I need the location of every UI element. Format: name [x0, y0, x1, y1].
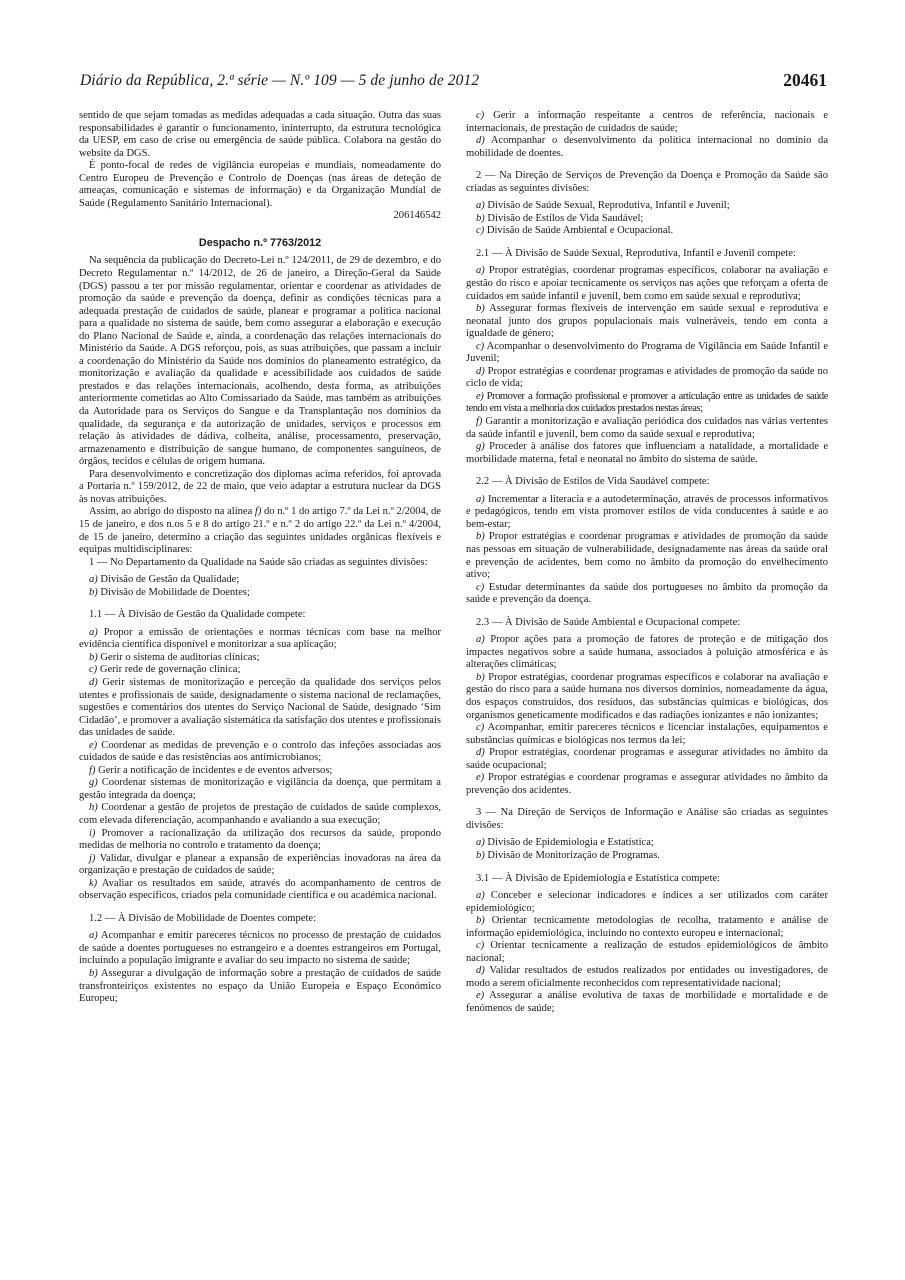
list-item: c) Divisão de Saúde Ambiental e Ocupacional.: [476, 225, 674, 237]
intro-paragraph: É ponto-focal de redes de vigilância europeias e mundiais, nomeadamente do Centro Europeu de Prevenção e Controlo de Doenças (nas áreas de deteção de ameaças, comunicação e sistemas de informação) e da Organização Mundial de Saúde (Regulamento Sanitário Internacional).: [79, 160, 441, 209]
list-item: a) Divisão de Saúde Sexual, Reprodutiva, Infantil e Juvenil;: [476, 200, 730, 212]
division-list: [466, 200, 828, 238]
body-paragraph: Na sequência da publicação do Decreto-Lei n.º 124/2011, de 29 de dezembro, e do Decreto Regulamentar n.º 14/2012, de 26 de janeiro, a Direção-Geral da Saúde (DGS) passou a ter por missão regulamentar, orientar e coordenar as atividades de promoção da saúde e prevenção da doença, definir as condições técnicas para a adequada prestação de cuidados de saúde, planear e programar a política nacional para a qualidade no sistema de saúde, bem como assegurar a elaboração e execução do Plano Nacional de Saúde e, ainda, a coordenação das relações internacionais do Ministério da Saúde. A DGS reforçou, pois, as suas atribuições, que passam a incluir a coordenação do Ministério da Saúde nos domínios do planeamento estratégico, da monitorização e avaliação da qualidade e acessibilidade aos cuidados de saúde prestados e das relações internacionais, acolhendo, desta forma, as atribuições anteriormente cometidas ao Alto Comissariado da Saúde, mas também as atribuições da Autoridade para os Serviços do Sangue e da Transplantação nos domínios da qualidade, da segurança e da autorização de unidades, serviços e processos em relação às atividades de dádiva, colheita, análise, processamento, preservação, armazenamento e distribuição de sangue humano, de componentes sanguíneos, de órgãos, tecidos e células de origem humana.: [79, 255, 441, 468]
section-heading: 2.2 — À Divisão de Estilos de Vida Saudável compete:: [476, 476, 710, 488]
competence-list: [79, 930, 441, 1005]
list-item: a) Incrementar a literacia e a autodeterminação, através de processos informativos e pedagógicos, tendo em vista promover estilos de vida conducentes à saúde e ao bem-estar;: [466, 493, 828, 530]
list-item: b) Assegurar formas flexíveis de intervenção em saúde sexual e reprodutiva e neonatal junto dos grupos populacionais mais vulneráveis, tendo em conta a igualdade de género;: [466, 303, 828, 340]
list-item: a) Propor ações para a promoção de fatores de proteção e de mitigação dos impactes negativos sobre a saúde humana, associados à poluição atmosférica e às alterações climáticas;: [466, 634, 828, 671]
body-paragraph: Assim, ao abrigo do disposto na alínea f) do n.º 1 do artigo 7.º da Lei n.º 2/2004, de 15 de janeiro, e dos n.os 5 e 8 do artigo 21.º e n.º 2 do artigo 22.º da Lei n.º 4/2004, de 15 de janeiro, determino a criação das seguintes unidades orgânicas flexíveis e equipas multidisciplinares:: [79, 506, 441, 556]
page-header: [80, 70, 827, 96]
list-item: k) Avaliar os resultados em saúde, através do acompanhamento de centros de observação específicos, criados pela comunidade científica e ou académica nacional.: [79, 877, 441, 902]
list-item: c) Estudar determinantes da saúde dos portugueses no âmbito da promoção da saúde e prevenção da doença.: [466, 581, 828, 606]
journal-running-title: Diário da República, 2.ª série — N.º 109 — 5 de junho de 2012: [80, 72, 480, 89]
competence-list: [466, 634, 828, 797]
body-paragraph: Para desenvolvimento e concretização dos diplomas acima referidos, foi aprovada a Portaria n.º 159/2012, de 22 de maio, que veio adaptar a estrutura nuclear da DGS às novas atribuições.: [79, 468, 441, 505]
section-heading: 2.1 — À Divisão de Saúde Sexual, Reprodutiva, Infantil e Juvenil compete:: [476, 247, 796, 259]
list-item: a) Propor a emissão de orientações e normas técnicas com base na melhor evidência científica disponível e monitorizar a sua aplicação;: [79, 626, 441, 651]
list-item: d) Gerir sistemas de monitorização e perceção da qualidade dos serviços pelos utentes e profissionais de saúde, designadamente o sistema nacional de reclamações, sugestões e comentários dos utentes do Serviço Nacional de Saúde, designado ‘Sim Cidadão’, e promover a avaliação sistemática da satisfação dos utentes e profissionais das unidades de saúde.: [79, 676, 441, 739]
section-heading: 1.2 — À Divisão de Mobilidade de Doentes compete:: [89, 912, 317, 924]
list-item: a) Propor estratégias, coordenar programas específicos, colaborar na avaliação e gestão do risco e apoiar tecnicamente os serviços nas ações que reforçam a oferta de cuidados em saúde infantil e juvenil, bem como em saúde sexual e reprodutiva;: [466, 265, 828, 302]
list-item: c) Acompanhar o desenvolvimento do Programa de Vigilância em Saúde Infantil e Juvenil;: [466, 340, 828, 365]
list-item: b) Orientar tecnicamente metodologias de recolha, tratamento e análise de informação epidemiológica, incluindo no contexto europeu e internacional;: [466, 915, 828, 939]
list-item: f) Garantir a monitorização e avaliação periódica dos cuidados nas várias vertentes da saúde infantil e juvenil, bem como da saúde sexual e reprodutiva;: [466, 416, 828, 440]
list-item: b) Propor estratégias e coordenar programas e atividades de promoção da saúde nas pessoas em situação de vulnerabilidade, designadamente nas áreas da saúde oral e prevenção de acidentes, bem como no âmbito da promoção do envelhecimento ativo;: [466, 531, 828, 581]
list-item: e) Assegurar a análise evolutiva de taxas de morbilidade e mortalidade e de fenómenos de saúde;: [466, 990, 828, 1014]
list-item: b) Divisão de Estilos de Vida Saudável;: [476, 212, 644, 224]
list-item: e) Propor estratégias e coordenar programas e assegurar atividades no âmbito da prevenção dos acidentes.: [466, 772, 828, 796]
division-list: [79, 574, 441, 599]
list-item: g) Proceder à análise dos fatores que influenciam a natalidade, a mortalidade e morbilidade materna, fetal e neonatal no âmbito do sistema de saúde.: [466, 441, 828, 465]
competence-list: [466, 890, 828, 1015]
list-item: d) Propor estratégias e coordenar programas e atividades de promoção da saúde no ciclo de vida;: [466, 365, 828, 390]
right-column: [466, 110, 828, 1016]
list-item: b) Gerir o sistema de auditorias clínicas;: [89, 651, 260, 663]
list-item: b) Divisão de Monitorização de Programas.: [476, 849, 660, 861]
page-number: 20461: [783, 70, 827, 90]
list-item: b) Propor estratégias, coordenar programas específicos e colaborar na avaliação e gestão do risco para a saúde humana nos diversos domínios, nomeadamente da água, dos espaços construídos, dos resíduos, das substâncias químicas e biológicas, dos organismos geneticamente modificados e das radiações ionizantes e não ionizantes;: [466, 671, 828, 721]
list-item: f) Gerir a notificação de incidentes e de eventos adversos;: [89, 764, 333, 776]
list-item: b) Divisão de Mobilidade de Doentes;: [89, 586, 250, 598]
despacho-title: Despacho n.º 7763/2012: [198, 236, 322, 249]
section-intro: 1 — No Departamento da Qualidade na Saúde são criadas as seguintes divisões:: [89, 556, 428, 568]
list-item: h) Coordenar a gestão de projetos de prestação de cuidados de saúde complexos, com elevada diferenciação, acompanhando e avaliando a sua execução;: [79, 802, 441, 826]
division-list: [466, 837, 828, 862]
section-heading: 1.1 — À Divisão de Gestão da Qualidade compete:: [89, 609, 306, 621]
list-item: d) Acompanhar o desenvolvimento da política internacional no domínio da mobilidade de doentes.: [466, 135, 828, 159]
list-item: c) Orientar tecnicamente a realização de estudos epidemiológicos de âmbito nacional;: [466, 940, 828, 964]
intro-paragraph: sentido de que sejam tomadas as medidas adequadas a cada situação. Outra das suas responsabilidades é garantir o funcionamento, ininterrupto, da estrutura tecnológica da UESP, em caso de crise ou emergência de saúde pública. Colabora na gestão do website da DGS.: [79, 110, 441, 159]
list-item: d) Validar resultados de estudos realizados por entidades ou investigadores, de modo a serem oficialmente reconhecidos com representatividade nacional;: [466, 965, 828, 989]
section-heading: 2.3 — À Divisão de Saúde Ambiental e Ocupacional compete:: [476, 616, 741, 628]
reference-number: 206146542: [393, 210, 441, 222]
competence-list: [466, 265, 828, 466]
list-item: a) Divisão de Epidemiologia e Estatística;: [476, 837, 654, 849]
list-item: i) Promover a racionalização da utilização dos recursos da saúde, propondo medidas de melhoria no controlo e tratamento da doença;: [79, 827, 441, 852]
list-item: a) Acompanhar e emitir pareceres técnicos no processo de prestação de cuidados de saúde a doentes portugueses no estrangeiro e a doentes estrangeiros em Portugal, incluindo a população imigrante e avaliar do seu impacto no sistema de saúde;: [79, 930, 441, 967]
competence-list: [79, 627, 441, 903]
competence-list: [466, 494, 828, 607]
list-item: a) Conceber e selecionar indicadores e índices a ser utilizados com caráter epidemiológico;: [466, 890, 828, 914]
list-item: a) Divisão de Gestão da Qualidade;: [89, 574, 240, 586]
list-item: d) Propor estratégias, coordenar programas e assegurar atividades no âmbito da saúde ocupacional;: [466, 747, 828, 771]
list-item: j) Validar, divulgar e planear a expansão de experiências inovadoras na área da organização e prestação de cuidados de saúde;: [79, 852, 441, 877]
list-item: c) Gerir rede de governação clínica;: [89, 664, 241, 676]
section-intro: 2 — Na Direção de Serviços de Prevenção da Doença e Promoção da Saúde são criadas as seguintes divisões:: [466, 170, 828, 194]
competence-list: [466, 110, 828, 160]
left-column: [79, 110, 441, 1006]
section-heading: 3.1 — À Divisão de Epidemiologia e Estatística compete:: [476, 872, 720, 884]
section-intro: 3 — Na Direção de Serviços de Informação e Análise são criadas as seguintes divisões:: [466, 807, 828, 831]
list-item: c) Gerir a informação respeitante a centros de referência, nacionais e internacionais, de prestação de cuidados de saúde;: [466, 110, 828, 134]
list-item: g) Coordenar sistemas de monitorização e vigilância da doença, que permitam a gestão integrada da doença;: [79, 777, 441, 801]
list-item: b) Assegurar a divulgação de informação sobre a prestação de cuidados de saúde transfronteiriços existentes no espaço da União Europeia e Espaço Económico Europeu;: [79, 968, 441, 1005]
list-item: e) Promover a formação profissional e promover a articulação entre as unidades de saúde tendo em vista a melhoria dos cuidados prestados nestas áreas;: [466, 390, 828, 415]
list-item: c) Acompanhar, emitir pareceres técnicos e licenciar instalações, equipamentos e substâncias químicas e biológicas nos termos da lei;: [466, 722, 828, 746]
list-item: e) Coordenar as medidas de prevenção e o controlo das infeções associadas aos cuidados de saúde e das resistências aos antimicrobianos;: [79, 739, 441, 764]
